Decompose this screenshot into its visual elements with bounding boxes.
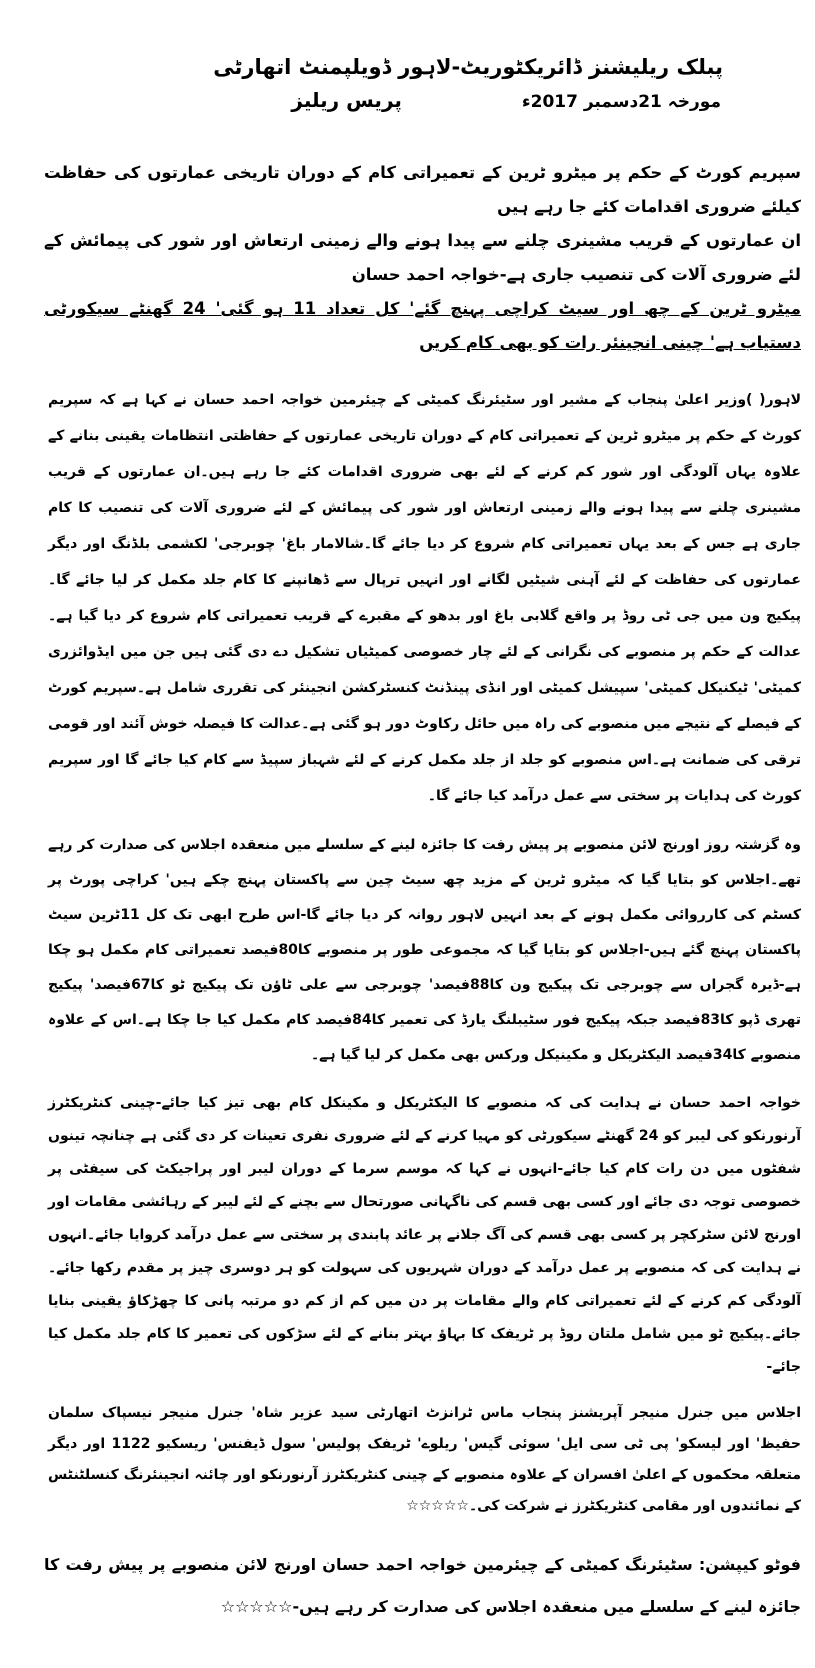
body-paragraph: خواجہ احمد حسان نے ہدایت کی کہ منصوبے کا الیکٹریکل و مکینکل کام بھی تیز کیا جائے-چینی کنٹریکٹرز آرنورنکو کی لیبر کو 24 گھنٹے سیکورٹی کو مہیا کرنے کے لئے ضروری نفری تعینات کر دی گئی ہے چنانچہ تینوں شفٹوں میں دن رات کام کیا جائے-انہوں نے کہا کہ موسم سرما کے دوران لیبر اور پراجیکٹ کی سیفٹی پر خصوصی توجہ دی جائے اور کسی بھی قسم کی ناگہانی صورتحال سے بچنے کے لئے لیبر کے رہائشی مقامات اور اورنج لائن سٹرکچر پر کسی بھی قسم کی آگ جلانے پر عائد پابندی پر سختی سے عمل درآمد کروایا جائے۔انہوں نے ہدایت کی کہ منصوبے پر عمل درآمد کے دوران شہریوں کی سہولت کو ہر دوسری چیز پر مقدم رکھا جائے۔آلودگی کم کرنے کے لئے تعمیراتی کام والے مقامات پر دن میں کم از کم دو مرتبہ پانی کا چھڑکاؤ یقینی بنایا جائے۔پیکیج ٹو میں شامل ملتان روڈ پر ٹریفک کا بہاؤ بہتر بنانے کے لئے سڑکوں کی تعمیر کا کام جلد مکمل کیا جائے- (48, 1095, 801, 1375)
document-title: پریس ریلیز (291, 88, 402, 112)
body-paragraph: لاہور( )وزیر اعلیٰ پنجاب کے مشیر اور سٹیئرنگ کمیٹی کے چیئرمین خواجہ احمد حسان نے کہا ہے کہ سپریم کورٹ کے حکم پر میٹرو ٹرین کے تعمیراتی کام کے دوران تاریخی عمارتوں کے حفاظتی انتظامات یقینی بنانے کے علاوہ یہاں آلودگی اور شور کم کرنے کے لئے بھی ضروری اقدامات کئے جا رہے ہیں۔ان عمارتوں کے قریب مشینری چلنے سے پیدا ہونے والے زمینی ارتعاش اور شور کی پیمائش کے لئے ضروری آلات کی تنصیب کا کام جاری ہے جس کے بعد یہاں تعمیراتی کام شروع کر دیا جائے گا۔شالامار باغ' چوبرجی' لکشمی بلڈنگ اور دیگر عمارتوں کی حفاظت کے لئے آہنی شیٹیں لگانے اور انہیں ترپال سے ڈھانپنے کا کام جلد مکمل کر لیا جائے گا۔پیکیج ون میں جی ٹی روڈ پر واقع گلابی باغ اور بدھو کے مقبرے کے قریب تعمیراتی کام شروع کر دیا گیا ہے۔عدالت کے حکم پر منصوبے کی نگرانی کے لئے چار خصوصی کمیٹیاں تشکیل دے دی گئی ہیں جن میں ایڈوائزری کمیٹی' ٹیکنیکل کمیٹی' سپیشل کمیٹی اور انڈی پینڈنٹ کنسٹرکشن انجینئر کی تقرری شامل ہے۔سپریم کورٹ کے فیصلے کے نتیجے میں منصوبے کی راہ میں حائل رکاوٹ دور ہو گئی ہے۔عدالت کا فیصلہ خوش آئند اور قومی ترقی کی ضمانت ہے۔اس منصوبے کو جلد از جلد مکمل کرنے کے لئے شہباز سپیڈ سے کام کیا جائے گا اور سپریم کورٹ کی ہدایات پر سختی سے عمل درآمد کیا جائے گا۔ (48, 392, 801, 804)
photo-caption: فوٹو کیپشن: سٹیئرنگ کمیٹی کے چیئرمین خواجہ احمد حسان اورنج لائن منصوبے پر پیش رفت کا جائزہ لینے کے سلسلے میں منعقدہ اجلاس کی صدارت کر رہے ہیں-☆☆☆☆☆ (44, 1555, 801, 1616)
dateline (44, 88, 801, 112)
headline-line: میٹرو ٹرین کے چھ اور سیٹ کراچی پہنچ گئے' کل تعداد 11 ہو گئی' 24 گھنٹے سیکورٹی دستیاب ہے' چینی انجینئر رات کو بھی کام کریں (44, 299, 801, 352)
headline-line: ان عمارتوں کے قریب مشینری چلنے سے پیدا ہونے والے زمینی ارتعاش اور شور کی پیمائش کے لئے ضروری آلات کی تنصیب جاری ہے-خواجہ احمد حسان (44, 231, 801, 284)
organization-heading: پبلک ریلیشنز ڈائریکٹوریٹ-لاہور ڈویلپمنٹ اتھارٹی (213, 55, 723, 79)
headline (44, 156, 801, 360)
body-paragraph: اجلاس میں جنرل منیجر آپریشنز پنجاب ماس ٹرانزٹ اتھارٹی سید عزیر شاہ' جنرل منیجر نیسپاک سلمان حفیظ' اور لیسکو' پی ٹی سی ایل' سوئی گیس' ریلوے' ٹریفک پولیس' سول ڈیفنس' ریسکیو 1122 اور دیگر متعلقہ محکموں کے اعلیٰ افسران کے علاوہ منصوبے کے چینی کنٹریکٹرز آرنورنکو اور چائنہ انجینئرنگ کنسلٹنٹس کے نمائندوں اور مقامی کنٹریکٹرز نے شرکت کی۔☆☆☆☆☆ (48, 1405, 801, 1514)
body-paragraph: وہ گزشتہ روز اورنج لائن منصوبے پر پیش رفت کا جائزہ لینے کے سلسلے میں منعقدہ اجلاس کی صدارت کر رہے تھے۔اجلاس کو بتایا گیا کہ میٹرو ٹرین کے مزید چھ سیٹ چین سے پاکستان پہنچ چکے ہیں' کراچی پورٹ پر کسٹم کی کارروائی مکمل ہونے کے بعد انہیں لاہور روانہ کر دیا جائے گا-اس طرح ابھی تک کل 11ٹرین سیٹ پاکستان پہنچ گئے ہیں-اجلاس کو بتایا گیا کہ مجموعی طور پر منصوبے کا80فیصد تعمیراتی کام مکمل ہو چکا ہے-ڈیرہ گجراں سے چوبرجی تک پیکیج ون کا88فیصد' چوبرجی سے علی ٹاؤن تک پیکیج ٹو کا67فیصد' پیکیج تھری ڈپو کا83فیصد جبکہ پیکیج فور سٹیبلنگ یارڈ کی تعمیر کا84فیصد کام مکمل کیا جا چکا ہے۔اس کے علاوہ منصوبے کا34فیصد الیکٹریکل و مکینیکل ورکس بھی مکمل کر لیا گیا ہے۔ (48, 837, 802, 1063)
release-date: مورخہ 21دسمبر 2017ء (521, 92, 721, 112)
headline-line: سپریم کورٹ کے حکم پر میٹرو ٹرین کے تعمیراتی کام کے دوران تاریخی عمارتوں کی حفاظت کیلئے ضروری اقدامات کئے جا رہے ہیں (44, 163, 801, 216)
